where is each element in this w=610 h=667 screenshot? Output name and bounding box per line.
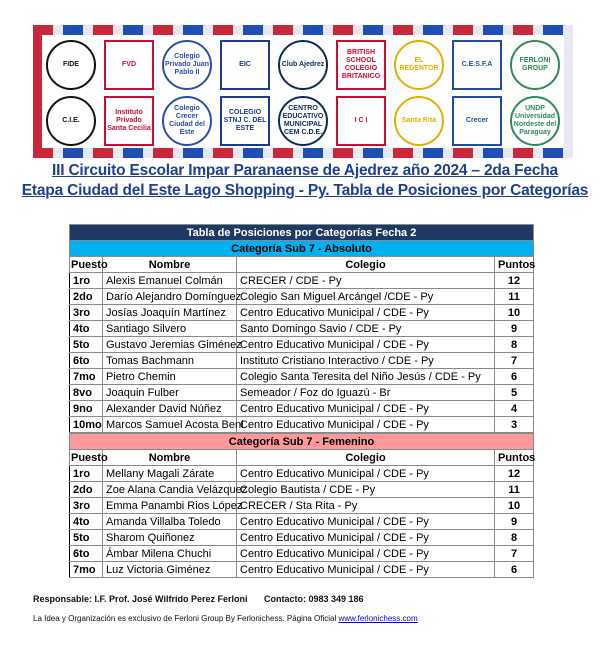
website-link[interactable]: www.ferlonichess.com (338, 614, 418, 623)
name-cell: Tomas Bachmann (103, 353, 237, 369)
position-cell: 2do (70, 289, 103, 305)
school-logo-icon: C.I.E. (46, 96, 96, 146)
school-cell: Centro Educativo Municipal / CDE - Py (237, 337, 495, 353)
name-cell: Santiago Silvero (103, 321, 237, 337)
table-row (70, 353, 534, 369)
column-header-row (70, 257, 534, 273)
position-cell: 6to (70, 353, 103, 369)
table-row (70, 546, 534, 562)
school-logo-icon: UNDP Universidad Nordeste del Paraguay (510, 96, 560, 146)
table-title: Tabla de Posiciones por Categorías Fecha 2 (70, 225, 534, 241)
school-logo-icon: EIC (220, 40, 270, 90)
table-row (70, 514, 534, 530)
points-cell: 5 (495, 385, 534, 401)
logo-banner (42, 35, 564, 148)
points-cell: 7 (495, 546, 534, 562)
points-cell: 10 (495, 305, 534, 321)
name-cell: Joaquin Fulber (103, 385, 237, 401)
school-logo-icon: BRITISH SCHOOL COLEGIO BRITANICO (336, 40, 386, 90)
school-cell: Centro Educativo Municipal / CDE - Py (237, 466, 495, 482)
table-row (70, 337, 534, 353)
school-cell: Centro Educativo Municipal / CDE - Py (237, 546, 495, 562)
table-row (70, 417, 534, 433)
position-cell: 5to (70, 337, 103, 353)
points-cell: 6 (495, 369, 534, 385)
table-row (70, 289, 534, 305)
responsable-text: Responsable: I.F. Prof. José Wilfrido Perez Ferloni (33, 594, 248, 604)
school-cell: Centro Educativo Municipal / CDE - Py (237, 562, 495, 578)
school-cell: Instituto Cristiano Interactivo / CDE - Py (237, 353, 495, 369)
name-cell: Darío Alejandro Domínguez (103, 289, 237, 305)
school-logo-icon: COLEGIO STNJ C. DEL ESTE (220, 96, 270, 146)
points-cell: 10 (495, 498, 534, 514)
school-cell: Santo Domingo Savio / CDE - Py (237, 321, 495, 337)
school-cell: Colegio Bautista / CDE - Py (237, 482, 495, 498)
points-cell: 8 (495, 337, 534, 353)
school-cell: CRECER / CDE - Py (237, 273, 495, 289)
school-logo-icon: EL REDENTOR (394, 40, 444, 90)
name-cell: Alexis Emanuel Colmán (103, 273, 237, 289)
name-cell: Emma Panambi Rios López (103, 498, 237, 514)
position-cell: 7mo (70, 562, 103, 578)
logo-row-bottom (42, 93, 564, 148)
name-cell: Luz Victoria Giménez (103, 562, 237, 578)
name-cell: Sharom Quiñonez (103, 530, 237, 546)
column-header-nombre: Nombre (103, 257, 237, 273)
name-cell: Mellany Magali Zárate (103, 466, 237, 482)
table-row (70, 482, 534, 498)
school-logo-icon: Crecer (452, 96, 502, 146)
table-row (70, 273, 534, 289)
school-logo-icon: I C I (336, 96, 386, 146)
points-cell: 9 (495, 514, 534, 530)
school-cell: Semeador / Foz do Iguazú - Br (237, 385, 495, 401)
points-cell: 7 (495, 353, 534, 369)
school-cell: Centro Educativo Municipal / CDE - Py (237, 530, 495, 546)
document-title-line2: Etapa Ciudad del Este Lago Shopping - Py. Tabla de Posiciones por Categorías (21, 182, 589, 199)
column-header-row (70, 450, 534, 466)
school-logo-icon: C.E.S.F.A (452, 40, 502, 90)
position-cell: 5to (70, 530, 103, 546)
points-cell: 11 (495, 482, 534, 498)
points-cell: 4 (495, 401, 534, 417)
position-cell: 2do (70, 482, 103, 498)
contact-text: Contacto: 0983 349 186 (263, 594, 364, 604)
school-logo-icon: Colegio Privado Juan Pablo II (162, 40, 212, 90)
school-logo-icon: Club Ajedrez (278, 40, 328, 90)
school-logo-icon: FVD (104, 40, 154, 90)
points-cell: 12 (495, 273, 534, 289)
column-header-puesto: Puesto (71, 451, 108, 464)
position-cell: 4to (70, 514, 103, 530)
column-header-puesto: Puesto (71, 258, 108, 271)
position-cell: 10mo (70, 417, 103, 433)
column-header-colegio: Colegio (237, 450, 495, 466)
footer-idea (33, 614, 418, 623)
position-cell: 1ro (70, 466, 103, 482)
school-logo-icon: FIDE (46, 40, 96, 90)
name-cell: Amanda Villalba Toledo (103, 514, 237, 530)
name-cell: Zoe Alana Candia Velázquez (103, 482, 237, 498)
points-cell: 9 (495, 321, 534, 337)
category-header: Categoría Sub 7 - Absoluto (70, 241, 534, 257)
table-row (70, 466, 534, 482)
points-cell: 3 (495, 417, 534, 433)
document-title-line1: III Circuito Escolar Impar Paranaense de Ajedrez año 2024 – 2da Fecha (52, 162, 558, 179)
table-row (70, 562, 534, 578)
column-header-nombre: Nombre (103, 450, 237, 466)
school-logo-icon: Santa Rita (394, 96, 444, 146)
table-row (70, 401, 534, 417)
points-cell: 8 (495, 530, 534, 546)
points-cell: 12 (495, 466, 534, 482)
name-cell: Marcos Samuel Acosta Beni (103, 417, 237, 433)
position-cell: 9no (70, 401, 103, 417)
category-header: Categoría Sub 7 - Femenino (70, 434, 534, 450)
column-header-puntos: Puntos (495, 450, 534, 466)
school-cell: Centro Educativo Municipal / CDE - Py (237, 305, 495, 321)
school-logo-icon: Instituto Privado Santa Cecilia (104, 96, 154, 146)
position-cell: 3ro (70, 498, 103, 514)
school-logo-icon: Colegio Crecer Ciudad del Este (162, 96, 212, 146)
name-cell: Ámbar Milena Chuchi (103, 546, 237, 562)
position-cell: 7mo (70, 369, 103, 385)
school-logo-icon: FERLONI GROUP (510, 40, 560, 90)
school-cell: Colegio San Miguel Arcángel /CDE - Py (237, 289, 495, 305)
school-cell: CRECER / Sta Rita - Py (237, 498, 495, 514)
name-cell: Alexander David Núñez (103, 401, 237, 417)
points-cell: 11 (495, 289, 534, 305)
table-row (70, 305, 534, 321)
column-header-puntos: Puntos (495, 257, 534, 273)
table-row (70, 321, 534, 337)
table-row (70, 530, 534, 546)
name-cell: Josías Joaquín Martínez (103, 305, 237, 321)
position-cell: 4to (70, 321, 103, 337)
standings-table-femenino (69, 433, 534, 578)
school-cell: Centro Educativo Municipal / CDE - Py (237, 401, 495, 417)
footer-responsable (33, 594, 364, 604)
school-cell: Centro Educativo Municipal / CDE - Py (237, 514, 495, 530)
school-cell: Centro Educativo Municipal / CDE - Py (237, 417, 495, 433)
logo-row-top (42, 37, 564, 92)
points-cell: 6 (495, 562, 534, 578)
table-row (70, 385, 534, 401)
name-cell: Gustavo Jeremias Giménez (103, 337, 237, 353)
idea-text: La Idea y Organización es exclusivo de Ferloni Group By Ferlonichess. Página Oficial (33, 614, 339, 623)
name-cell: Pietro Chemin (103, 369, 237, 385)
column-header-colegio: Colegio (237, 257, 495, 273)
position-cell: 8vo (70, 385, 103, 401)
school-cell: Colegio Santa Teresita del Niño Jesús / CDE - Py (237, 369, 495, 385)
table-row (70, 369, 534, 385)
position-cell: 1ro (70, 273, 103, 289)
table-row (70, 498, 534, 514)
school-logo-icon: CENTRO EDUCATIVO MUNICIPAL CEM C.D.E. (278, 96, 328, 146)
position-cell: 6to (70, 546, 103, 562)
position-cell: 3ro (70, 305, 103, 321)
standings-table-absoluto (69, 224, 534, 449)
